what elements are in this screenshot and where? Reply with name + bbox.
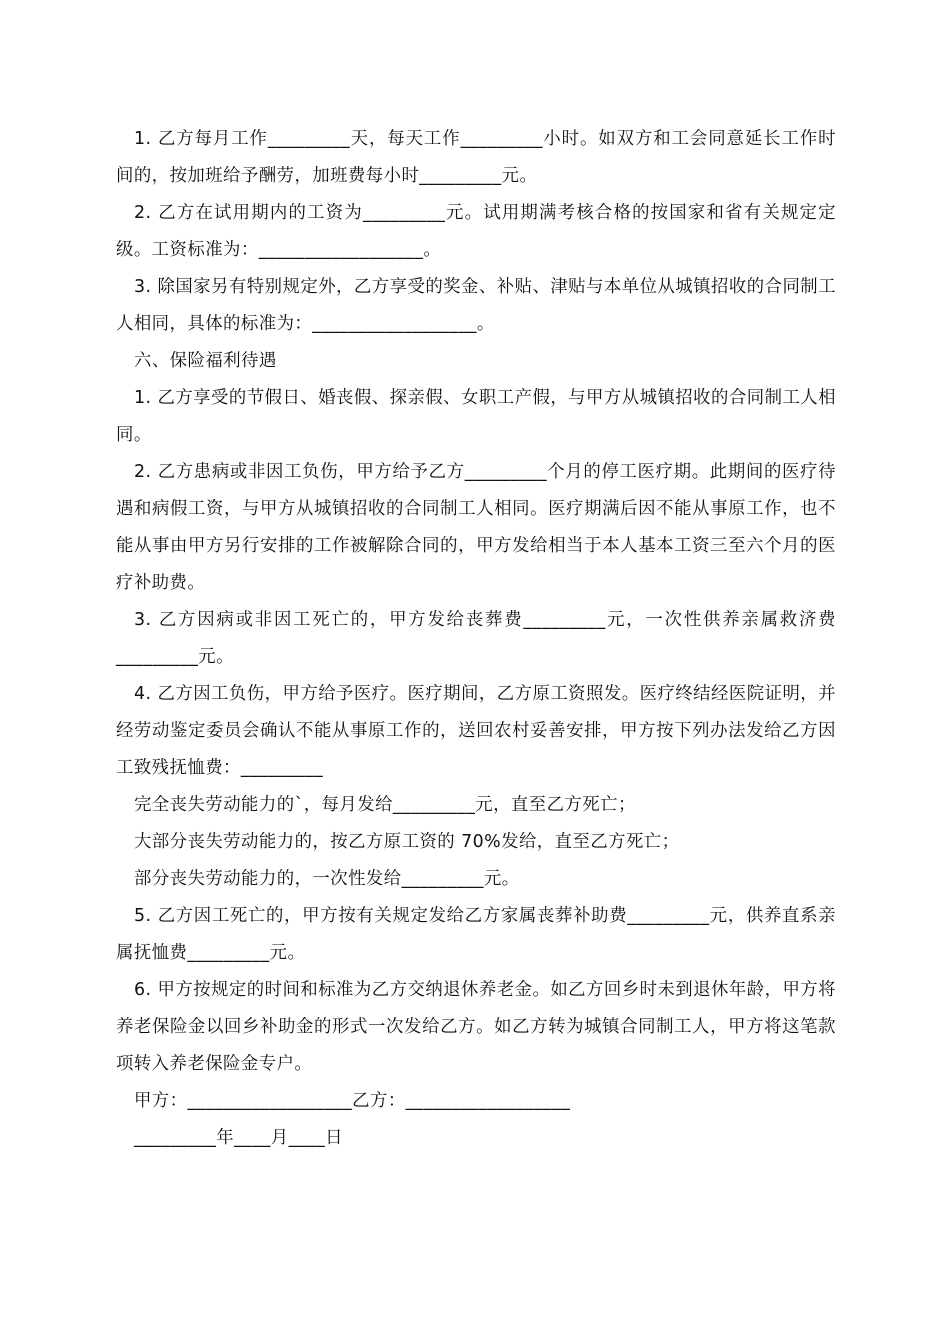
paragraph-disability-partial: 部分丧失劳动能力的，一次性发给_________元。 bbox=[134, 869, 520, 889]
paragraph-disability-major: 大部分丧失劳动能力的，按乙方原工资的 70%发给，直至乙方死亡； bbox=[134, 832, 680, 852]
paragraph-insurance-3: 3. 乙方因病或非因工死亡的，甲方发给丧葬费_________元，一次性供养亲属救济费_________元。 bbox=[116, 610, 836, 667]
paragraph-disability-full: 完全丧失劳动能力的`，每月发给_________元，直至乙方死亡； bbox=[134, 795, 636, 815]
paragraph-wage-1: 1. 乙方每月工作_________天，每天工作_________小时。如双方和工会同意延长工作时间的，按加班给予酬劳，加班费每小时_________元。 bbox=[116, 129, 836, 186]
document-page bbox=[116, 121, 836, 1157]
paragraph-insurance-2: 2. 乙方患病或非因工负伤，甲方给予乙方_________个月的停工医疗期。此期间的医疗待遇和病假工资，与甲方从城镇招收的合同制工人相同。医疗期满后因不能从事原工作，也不能从事由甲方另行安排的工作被解除合同的，甲方发给相当于本人基本工资三至六个月的医疗补助费。 bbox=[116, 462, 836, 593]
paragraph-insurance-1: 1. 乙方享受的节假日、婚丧假、探亲假、女职工产假，与甲方从城镇招收的合同制工人相同。 bbox=[116, 388, 836, 445]
paragraph-wage-2: 2. 乙方在试用期内的工资为_________元。试用期满考核合格的按国家和省有关规定定级。工资标准为：__________________。 bbox=[116, 203, 836, 260]
paragraph-insurance-4: 4. 乙方因工负伤，甲方给予医疗。医疗期间，乙方原工资照发。医疗终结经医院证明，并经劳动鉴定委员会确认不能从事原工作的，送回农村妥善安排，甲方按下列办法发给乙方因工致残抚恤费：_________ bbox=[116, 684, 836, 778]
paragraph-insurance-6: 6. 甲方按规定的时间和标准为乙方交纳退休养老金。如乙方回乡时未到退休年龄，甲方将养老保险金以回乡补助金的形式一次发给乙方。如乙方转为城镇合同制工人，甲方将这笔款项转入养老保险金专户。 bbox=[116, 980, 836, 1074]
paragraph-insurance-5: 5. 乙方因工死亡的，甲方按有关规定发给乙方家属丧葬补助费_________元，供养直系亲属抚恤费_________元。 bbox=[116, 906, 836, 963]
signature-line: 甲方：__________________乙方：__________________ bbox=[134, 1091, 571, 1111]
date-line: _________年____月____日 bbox=[134, 1128, 343, 1148]
paragraph-wage-3: 3. 除国家另有特别规定外，乙方享受的奖金、补贴、津贴与本单位从城镇招收的合同制工人相同，具体的标准为：__________________。 bbox=[116, 277, 836, 334]
section-heading-insurance: 六、保险福利待遇 bbox=[134, 351, 277, 371]
